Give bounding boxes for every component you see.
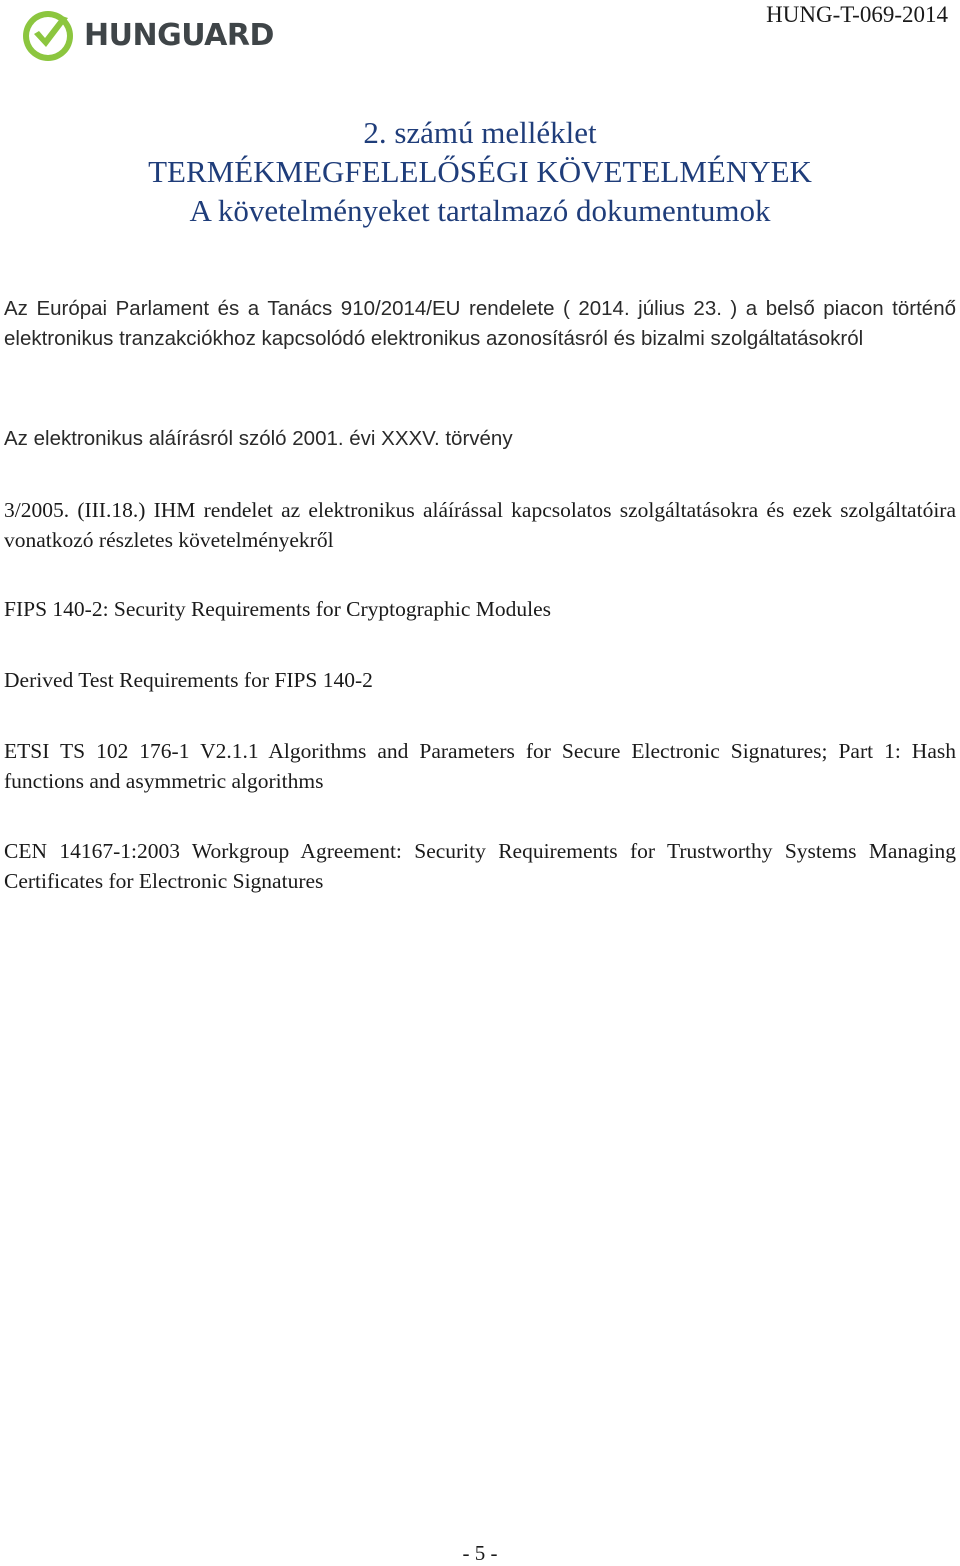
document-entry-fips-dtr: Derived Test Requirements for FIPS 140-2	[4, 668, 373, 692]
checkmark-logo-icon	[22, 10, 74, 62]
document-id: HUNG-T-069-2014	[766, 2, 948, 27]
document-entry-eu-regulation: Az Európai Parlament és a Tanács 910/2014/EU rendelete ( 2014. július 23. ) a belső piacon történő elektronikus tranzakciókhoz kapcsolódó elektronikus azonosításról és bizalmi szolgáltatásokról	[4, 297, 956, 350]
document-entry-etsi-ts: ETSI TS 102 176-1 V2.1.1 Algorithms and Parameters for Secure Electronic Signatures; Part 1: Hash functions and asymmetric algorithms	[4, 739, 956, 793]
document-entry-cen-cwa: CEN 14167-1:2003 Workgroup Agreement: Security Requirements for Trustworthy Systems Managing Certificates for Electronic Signatures	[4, 839, 956, 893]
page-number: - 5 -	[462, 1541, 498, 1565]
hunguard-logo	[22, 8, 274, 64]
document-entry-ihm-decree: 3/2005. (III.18.) IHM rendelet az elektronikus aláírással kapcsolatos szolgáltatásokra és ezek szolgáltatóira vonatkozó részletes követelményekről	[4, 498, 956, 552]
page-title: TERMÉKMEGFELELŐSÉGI KÖVETELMÉNYEK	[148, 154, 812, 189]
document-entry-fips-140-2: FIPS 140-2: Security Requirements for Cryptographic Modules	[4, 597, 551, 621]
heading-block	[0, 113, 960, 230]
page-subtitle: A követelményeket tartalmazó dokumentumok	[189, 193, 771, 228]
document-entry-hungarian-law: Az elektronikus aláírásról szóló 2001. évi XXXV. törvény	[4, 427, 513, 450]
annex-number: 2. számú melléklet	[363, 115, 597, 150]
logo-wordmark: HUNGUARD	[84, 18, 274, 53]
